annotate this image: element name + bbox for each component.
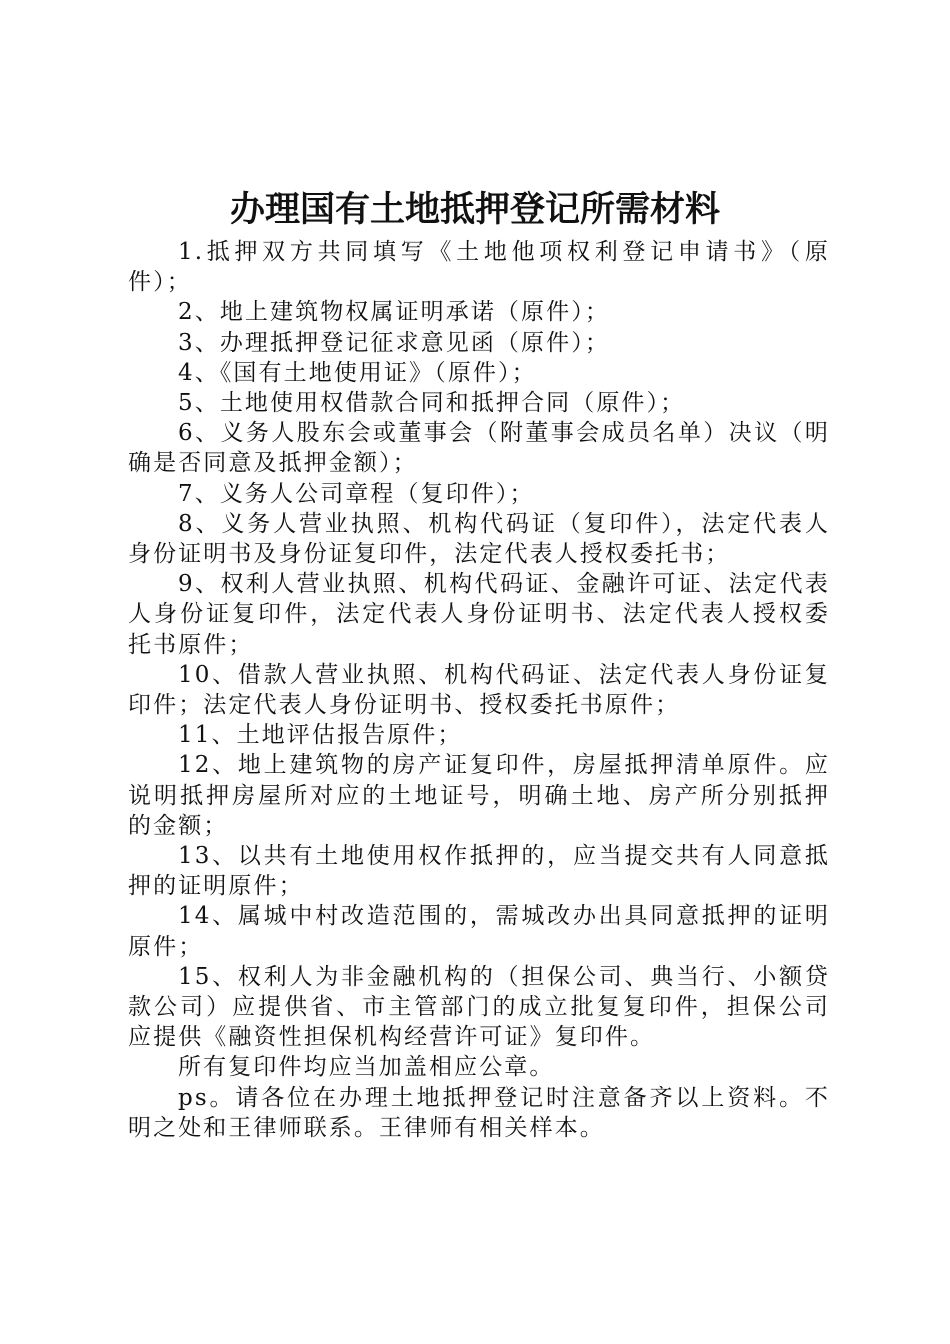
list-item: 12、地上建筑物的房产证复印件，房屋抵押清单原件。应说明抵押房屋所对应的土地证号，明确土地、房产所分别抵押的金额； bbox=[128, 752, 830, 839]
list-item: 7、义务人公司章程（复印件）； bbox=[178, 480, 535, 507]
seal-note: 所有复印件均应当加盖相应公章。 bbox=[178, 1054, 555, 1081]
list-item: 11、土地评估报告原件； bbox=[178, 722, 463, 749]
list-item: 3、办理抵押登记征求意见函（原件）； bbox=[178, 329, 610, 356]
list-item: 6、义务人股东会或董事会（附董事会成员名单）决议（明确是否同意及抵押金额）； bbox=[128, 420, 830, 477]
list-item: 10、借款人营业执照、机构代码证、法定代表人身份证复印件；法定代表人身份证明书、授权委托书原件； bbox=[128, 661, 830, 719]
document-title: 办理国有土地抵押登记所需材料 bbox=[229, 189, 720, 230]
list-item: 15、权利人为非金融机构的（担保公司、典当行、小额贷款公司）应提供省、市主管部门的成立批复复印件，担保公司应提供《融资性担保机构经营许可证》复印件。 bbox=[128, 963, 830, 1051]
list-item: 1.抵押双方共同填写《土地他项权利登记申请书》（原件）； bbox=[128, 239, 830, 296]
list-item: 2、地上建筑物权属证明承诺（原件）； bbox=[178, 299, 610, 326]
list-item: 9、权利人营业执照、机构代码证、金融许可证、法定代表人身份证复印件，法定代表人身份证明书、法定代表人授权委托书原件； bbox=[128, 571, 830, 658]
list-item: 13、以共有土地使用权作抵押的，应当提交共有人同意抵押的证明原件； bbox=[128, 843, 830, 900]
list-item: 4、《国有土地使用证》（原件）； bbox=[178, 359, 537, 386]
list-item: 5、土地使用权借款合同和抵押合同（原件）； bbox=[178, 390, 686, 417]
list-item: 8、义务人营业执照、机构代码证（复印件），法定代表人身份证明书及身份证复印件，法定代表人授权委托书； bbox=[128, 510, 830, 568]
list-item: 14、属城中村改造范围的，需城改办出具同意抵押的证明原件； bbox=[128, 903, 830, 960]
document-body bbox=[128, 237, 830, 1143]
ps-note: ps。请各位在办理土地抵押登记时注意备齐以上资料。不明之处和王律师联系。王律师有相关样本。 bbox=[128, 1084, 830, 1141]
